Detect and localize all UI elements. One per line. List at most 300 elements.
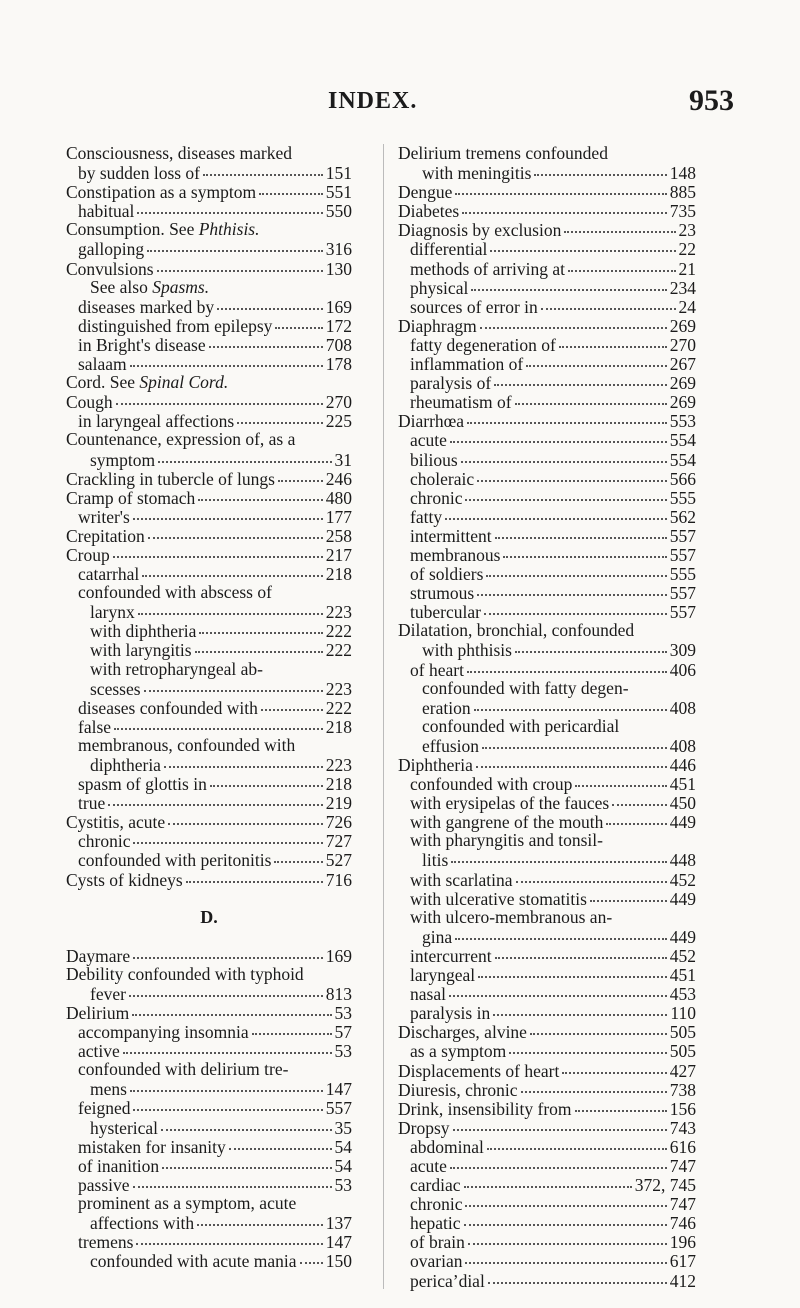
entry-page: 148 [669,163,696,184]
entry-term: confounded with pericardial [422,715,620,736]
leader-dots [490,236,675,252]
leader-dots [590,886,667,902]
entry-page: 147 [325,1079,352,1100]
leader-dots [465,485,666,501]
entry-page: 726 [325,812,352,833]
entry-term: Dengue [398,182,453,203]
entry-term: litis [422,850,449,871]
leader-dots [606,809,666,825]
entry-page: 270 [669,334,696,355]
entry-term: fatty degeneration of [410,334,556,355]
entry-page: 246 [325,468,352,489]
entry-term: Discharges, alvine [398,1022,527,1043]
leader-dots [482,733,667,749]
entry-term: paralysis in [410,1003,491,1024]
entry-page: 150 [325,1251,352,1272]
entry-term: effusion [422,735,480,756]
entry-term: acute [410,1155,447,1176]
entry-page: 54 [334,1136,352,1157]
entry-term: with scarlatina [410,869,513,890]
index-entry [66,1041,352,1060]
leader-dots [503,542,666,558]
entry-term: diseases marked by [78,296,215,317]
section-letter: D. [200,906,218,927]
entry-page: 747 [669,1194,696,1215]
entry-page: 223 [325,678,352,699]
leader-dots [133,1095,322,1111]
entry-page: 234 [669,277,696,298]
entry-term: catarrhal [78,564,140,585]
entry-page: 219 [325,793,352,814]
entry-page: 151 [325,163,352,184]
entry-term: physical [410,277,469,298]
entry-term: choleraic [410,468,475,489]
entry-term: symptom [90,449,156,470]
leader-dots [449,981,667,997]
entry-term: with ulcero-membranous an- [410,906,613,927]
entry-term: hepatic [410,1213,461,1234]
entry-term: Drink, insensibility from [398,1098,572,1119]
entry-term: ovarian [410,1251,463,1272]
leader-dots [516,867,667,883]
entry-page: 218 [325,564,352,585]
leader-dots [133,504,323,520]
leader-dots [467,657,667,673]
entry-term: scesses [90,678,141,699]
entry-page: 177 [325,506,352,527]
leader-dots [142,561,323,577]
entry-term: Cramp of stomach [66,487,196,508]
entry-term: active [78,1041,120,1062]
entry-term: mistaken for insanity [78,1136,226,1157]
entry-page: 446 [669,755,696,775]
leader-dots [478,962,667,978]
entry-term: prominent as a symptom, acute [78,1192,297,1213]
entry-term: Diuresis, chronic [398,1079,518,1100]
entry-page: 53 [334,1002,352,1023]
leader-dots [108,790,323,806]
entry-page: 172 [325,315,352,336]
leader-dots [130,351,323,367]
leader-dots [521,1077,667,1093]
leader-dots [534,160,666,176]
entry-page: 451 [669,965,696,986]
entry-page: 449 [669,812,696,833]
entry-page: 24 [678,296,696,317]
entry-term: gina [422,926,453,947]
leader-dots [162,1153,331,1169]
entry-term: tubercular [410,602,481,623]
entry-term: as a symptom [410,1041,507,1062]
leader-dots [252,1019,332,1035]
entry-term: feigned [78,1098,131,1119]
entry-term: chronic [78,831,131,852]
entry-term: writer's [78,506,130,527]
entry-page: 22 [678,239,696,260]
entry-term: of soldiers [410,564,484,585]
leader-dots [495,943,667,959]
entry-page: 408 [669,735,696,756]
leader-dots [455,924,667,940]
leader-dots [445,504,667,520]
leader-dots [133,828,322,844]
leader-dots [471,275,666,291]
entry-page: 885 [669,182,696,203]
entry-page: 550 [325,201,352,222]
entry-term: distinguished from epilepsy [78,315,273,336]
leader-dots [509,1038,667,1054]
leader-dots [274,847,322,863]
leader-dots [541,294,676,310]
entry-page: 223 [325,602,352,623]
entry-term: See also Spasms. [90,276,210,297]
entry-term: acute [410,430,447,451]
entry-page: 616 [669,1136,696,1157]
entry-term: confounded with abscess of [78,582,272,603]
entry-page: 555 [669,487,696,508]
entry-term: Debility confounded with typhoid [66,963,304,984]
entry-page: 156 [669,1098,696,1119]
entry-term: Diagnosis by exclusion [398,220,562,241]
entry-term: passive [78,1174,130,1195]
leader-dots [198,485,322,501]
entry-page: 738 [669,1079,696,1100]
leader-dots [451,847,666,863]
leader-dots [515,637,667,653]
leader-dots [453,1115,667,1131]
leader-dots [515,389,667,405]
entry-term: inflammation of [410,354,524,375]
leader-dots [494,370,667,386]
entry-term: sources of error in [410,296,538,317]
leader-dots [530,1019,667,1035]
entry-term: membranous, confounded with [78,734,296,755]
leader-dots [129,981,323,997]
entry-page: 270 [325,392,352,413]
entry-term: diphtheria [90,755,161,775]
index-entry [66,870,352,889]
entry-term: Croup [66,544,110,565]
entry-term: Consciousness, diseases marked [66,143,293,163]
entry-term: of inanition [78,1155,160,1176]
leader-dots [114,714,323,730]
leader-dots [147,236,323,252]
leader-dots [130,1076,323,1092]
entry-page: 31 [334,449,352,470]
entry-term: Diphtheria [398,755,473,775]
entry-page: 406 [669,659,696,680]
entry-term: mens [90,1079,127,1100]
entry-page: 169 [325,296,352,317]
entry-term: fatty [410,506,443,527]
index-entry [398,1271,696,1290]
leader-dots [461,447,667,463]
index-column-right [398,144,696,1290]
entry-term: true [78,793,106,814]
leader-dots [278,466,323,482]
leader-dots [168,809,323,825]
entry-term: Constipation as a symptom [66,182,257,203]
index-entry [66,1175,352,1194]
entry-term: intermittent [410,525,492,546]
entry-term: with laryngitis [90,640,192,661]
index-entry [66,564,352,583]
entry-term: in Bright's disease [78,334,206,355]
entry-page: 551 [325,182,352,203]
entry-page: 137 [325,1212,352,1233]
leader-dots [138,599,323,615]
leader-dots [465,1191,666,1207]
index-entry [66,354,352,373]
index-entry [398,602,696,621]
page-header [0,84,800,128]
entry-page: 223 [325,755,352,775]
entry-page: 21 [678,258,696,279]
leader-dots [526,351,667,367]
entry-term: membranous [410,544,501,565]
leader-dots [164,752,323,768]
entry-page: 562 [669,506,696,527]
index-entry [66,1251,352,1270]
entry-page: 110 [670,1003,696,1024]
leader-dots [464,1172,632,1188]
entry-page: 449 [669,888,696,909]
index-entry [398,698,696,717]
entry-page: 225 [325,411,352,432]
leader-dots [123,1038,332,1054]
entry-term: hysterical [90,1117,159,1138]
leader-dots [300,1248,323,1264]
entry-page: 708 [325,334,352,355]
leader-dots [464,1210,667,1226]
index-column-left [66,144,352,1270]
entry-term: Delirium [66,1002,130,1023]
entry-term: with ulcerative stomatitis [410,888,587,909]
leader-dots [186,867,323,883]
entry-term: with phthisis [422,640,512,661]
leader-dots [157,256,323,272]
entry-term: confounded with delirium tre- [78,1059,289,1080]
entry-term: by sudden loss of [78,163,201,184]
leader-dots [261,695,323,711]
entry-page: 566 [669,468,696,489]
entry-page: 716 [325,869,352,890]
entry-page: 554 [669,430,696,451]
entry-page: 746 [669,1213,696,1234]
entry-term: Displacements of heart [398,1060,560,1081]
entry-term: with pharyngitis and tonsil- [410,830,603,851]
leader-dots [237,408,323,424]
entry-term: nasal [410,984,446,1005]
entry-term: Crepitation [66,525,145,546]
entry-page: 130 [325,258,352,279]
leader-dots [486,561,666,577]
entry-term: bilious [410,449,458,470]
index-entry [66,411,352,430]
entry-term: Countenance, expression of, as a [66,429,296,450]
entry-term: methods of arriving at [410,258,566,279]
entry-page: 218 [325,774,352,795]
entry-page: 53 [334,1174,352,1195]
entry-page: 554 [669,449,696,470]
leader-dots [197,1210,323,1226]
entry-term: strumous [410,583,475,604]
entry-page: 557 [669,525,696,546]
leader-dots [275,313,322,329]
entry-page: 35 [334,1117,352,1138]
entry-term: with gangrene of the mouth [410,812,604,833]
index-entry [66,640,352,659]
entry-term: chronic [410,1194,463,1215]
leader-dots [137,198,322,214]
leader-dots [116,389,323,405]
entry-term: confounded with acute mania [90,1251,297,1272]
entry-page: 505 [669,1041,696,1062]
entry-page: 169 [325,945,352,966]
entry-page: 453 [669,984,696,1005]
entry-term: pericaʼdial [410,1270,485,1291]
leader-dots [161,1115,331,1131]
entry-page: 557 [669,544,696,565]
leader-dots [484,599,667,615]
leader-dots [495,523,667,539]
leader-dots [133,943,323,959]
entry-term: paralysis of [410,373,492,394]
entry-term: salaam [78,354,127,375]
leader-dots [199,618,322,634]
entry-term: abdominal [410,1136,484,1157]
leader-dots [474,695,667,711]
leader-dots [132,1000,331,1016]
entry-term: accompanying insomnia [78,1022,249,1043]
entry-page: 57 [334,1022,352,1043]
entry-term: intercurrent [410,945,492,966]
entry-page: 309 [669,640,696,661]
entry-term: Diabetes [398,201,460,222]
entry-page: 555 [669,564,696,585]
leader-dots [477,466,667,482]
entry-term: habitual [78,201,135,222]
entry-page: 269 [669,373,696,394]
leader-dots [468,1229,667,1245]
entry-page: 218 [325,716,352,737]
leader-dots [559,332,667,348]
entry-page: 527 [325,850,352,871]
leader-dots [210,771,323,787]
entry-term: laryngeal [410,965,476,986]
index-entry [398,889,696,908]
entry-term: tremens [78,1232,134,1253]
entry-term: Delirium tremens confounded [398,143,608,163]
entry-term: in laryngeal affections [78,411,235,432]
entry-term: Cord. See Spinal Cord. [66,372,229,393]
entry-term: diseases confounded with [78,697,258,718]
entry-page: 217 [325,544,352,565]
entry-term: galloping [78,239,145,260]
leader-dots [465,1248,666,1264]
entry-term: Diaphragm [398,315,477,336]
entry-term: Dropsy [398,1117,450,1138]
entry-term: fever [90,983,126,1004]
leader-dots [195,637,323,653]
entry-term: affections with [90,1212,195,1233]
page-number: 953 [689,84,734,117]
entry-page: 557 [325,1098,352,1119]
entry-page: 222 [325,640,352,661]
leader-dots [229,1134,332,1150]
entry-page: 178 [325,354,352,375]
entry-term: confounded with fatty degen- [422,677,629,698]
entry-page: 449 [669,926,696,947]
entry-term: differential [410,239,488,260]
leader-dots [455,179,666,195]
entry-page: 53 [334,1041,352,1062]
index-entry [398,812,696,831]
leader-dots [612,790,667,806]
entry-term: cardiac [410,1175,461,1196]
entry-term: spasm of glottis in [78,774,207,795]
entry-page: 23 [678,220,696,241]
leader-dots [450,1153,667,1169]
entry-page: 258 [325,525,352,546]
entry-page: 743 [669,1117,696,1138]
entry-term: Cysts of kidneys [66,869,183,890]
index-entry [66,259,352,278]
entry-term: with retropharyngeal ab- [90,658,263,679]
leader-dots [259,179,323,195]
leader-dots [144,676,323,692]
entry-term: larynx [90,602,135,623]
entry-page: 617 [669,1251,696,1272]
leader-dots [568,256,675,272]
entry-page: 505 [669,1022,696,1043]
entry-page: 553 [669,411,696,432]
index-entry [66,717,352,736]
entry-term: with meningitis [422,163,532,184]
entry-page: 54 [334,1155,352,1176]
leader-dots [493,1000,667,1016]
entry-page: 408 [669,697,696,718]
entry-page: 452 [669,945,696,966]
leader-dots [575,1096,667,1112]
entry-page: 267 [669,354,696,375]
entry-term: Consumption. See Phthisis. [66,219,260,240]
leader-dots [488,1268,667,1284]
entry-page: 747 [669,1155,696,1176]
leader-dots [136,1229,322,1245]
entry-term: Cough [66,392,113,413]
index-entry [66,946,352,965]
entry-page: 727 [325,831,352,852]
leader-dots [209,332,323,348]
index-entry [398,660,696,679]
entry-term: Dilatation, bronchial, confounded [398,620,635,641]
leader-dots [467,408,667,424]
entry-page: 196 [669,1232,696,1253]
entry-term: of heart [410,659,464,680]
entry-page: 557 [669,583,696,604]
leader-dots [148,523,323,539]
leader-dots [133,1172,332,1188]
entry-page: 222 [325,697,352,718]
entry-term: Cystitis, acute [66,812,166,833]
entry-page: 735 [669,201,696,222]
entry-page: 427 [669,1060,696,1081]
leader-dots [476,752,667,768]
entry-term: Crackling in tubercle of lungs [66,468,275,489]
entry-page: 316 [325,239,352,260]
leader-dots [450,427,667,443]
